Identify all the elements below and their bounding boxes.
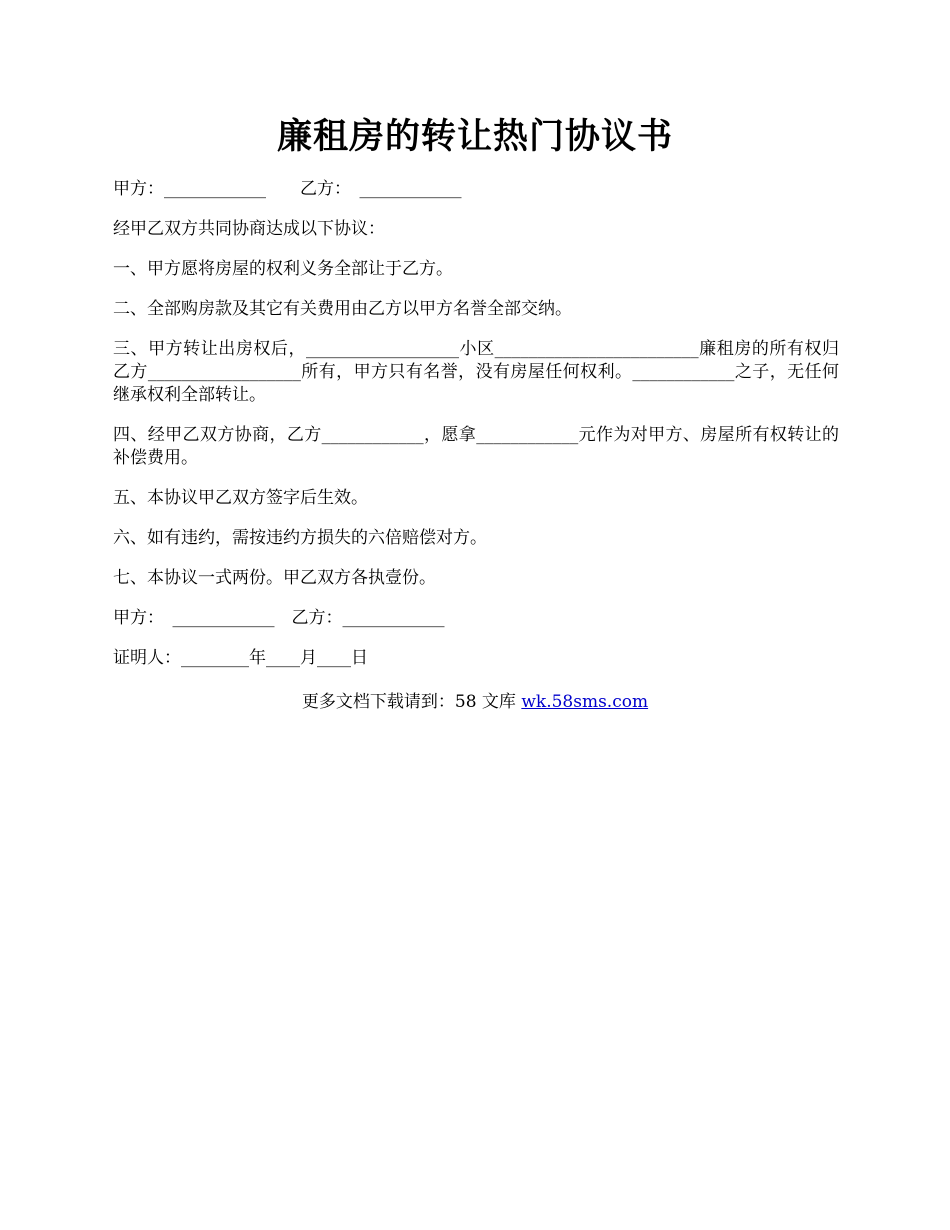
footer-text: 更多文档下载请到：58 文库 <box>301 692 522 712</box>
clause-7: 七、本协议一式两份。甲乙双方各执壹份。 <box>113 568 436 588</box>
clause-1: 一、甲方愿将房屋的权利义务全部让于乙方。 <box>113 259 453 279</box>
download-footer <box>0 690 950 714</box>
clause-6: 六、如有违约，需按违约方损失的六倍赔偿对方。 <box>113 528 487 548</box>
clause-3: 三、甲方转让出房权后，__________________小区________________________廉租房的所有权归乙方__________________所有，甲方只有名誉，没有房屋任何权利。____________之子，无任何继承权利全部转让。 <box>113 339 839 405</box>
document-title: 廉租房的转让热门协议书 <box>276 116 673 157</box>
clause-2: 二、全部购房款及其它有关费用由乙方以甲方名誉全部交纳。 <box>113 299 572 319</box>
document-body <box>113 178 839 687</box>
clause-4: 四、经甲乙双方协商，乙方____________，愿拿____________元作为对甲方、房屋所有权转让的补偿费用。 <box>113 425 839 468</box>
clause-5: 五、本协议甲乙双方签字后生效。 <box>113 488 368 508</box>
agreement-intro: 经甲乙双方共同协商达成以下协议： <box>113 219 385 239</box>
party-signature-line: 甲方： ____________ 乙方：____________ <box>113 608 445 628</box>
party-line-top: 甲方：____________ 乙方： ____________ <box>113 179 462 199</box>
footer-link[interactable]: wk.58sms.com <box>521 692 649 712</box>
witness-date-line: 证明人：________年____月____日 <box>113 648 368 668</box>
